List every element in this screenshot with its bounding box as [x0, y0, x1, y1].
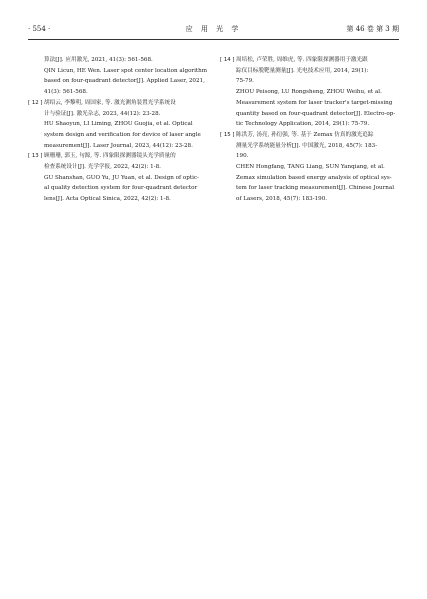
reference-line: Zemax simulation based energy analysis of optical sys-: [236, 174, 392, 181]
reference-line: QIN Licun, HE Wen. Laser spot center location algorithm: [44, 67, 208, 74]
reference-number: [ 15 ]: [220, 131, 235, 138]
reference-item: [222, 130, 396, 205]
reference-line: 陈洪芳, 汤亮, 孙衍强, 等. 基于 Zemax 仿真的激光追踪: [236, 131, 374, 138]
header-rule: [28, 39, 399, 40]
reference-item: [30, 151, 204, 205]
reference-line: tem for laser tracking measurement[J]. Chinese Journal: [236, 185, 395, 192]
reference-line: HU Shaoyun, LI Liming, ZHOU Guojia, et al. Optical: [44, 121, 193, 128]
reference-line: Measurement system for laser tracker's target-missing: [236, 99, 393, 106]
reference-number: [ 13 ]: [28, 153, 43, 160]
reference-line: 算法[J]. 应用激光, 2021, 41(3): 561-568.: [44, 57, 153, 63]
reference-line: system design and verification for device of laser angle: [44, 131, 201, 138]
left-column: [28, 55, 208, 205]
reference-line: 41(3): 561-568.: [44, 89, 88, 96]
reference-line: lens[J]. Acta Optical Sinica, 2022, 42(2): 1-8.: [44, 196, 171, 203]
reference-line: 胡绍云, 李黎明, 周国家, 等. 激光测角装置光学系统设: [44, 99, 176, 106]
reference-line: 75-79.: [236, 78, 254, 85]
right-column: [222, 55, 396, 205]
reference-line: quantity based on four-quadrant detector[J]. Electro-op-: [236, 110, 396, 117]
reference-item: [222, 55, 396, 130]
reference-number: [ 14 ]: [220, 57, 235, 63]
reference-line: 检查系统设计[J]. 光学学报, 2022, 42(2): 1-8.: [44, 164, 161, 171]
reference-number: [ 12 ]: [28, 99, 43, 106]
reference-line: measurement[J]. Laser Journal, 2023, 44(12): 23-28.: [44, 142, 193, 149]
reference-line: CHEN Hongfang, TANG Liang, SUN Yanqiang, et al.: [236, 164, 385, 171]
reference-line: ZHOU Peisong, LU Rongsheng, ZHOU Weihu, et al.: [236, 89, 382, 96]
reference-line: tic Technology Application, 2014, 29(1): 75-79.: [236, 121, 370, 128]
reference-line: 顾珊珊, 郭玉, 句源, 等. 四象限探测器镜头光学质量的: [44, 153, 176, 160]
reference-line: al quality detection system for four-quadrant detector: [44, 185, 198, 192]
reference-line: of Lasers, 2018, 45(7): 183-190.: [236, 196, 328, 203]
reference-line: 踪仪目标脱靶量测量[J]. 光电技术应用, 2014, 29(1):: [236, 67, 369, 74]
reference-line: 计与验证[J]. 激光杂志, 2023, 44(12): 23-28.: [44, 110, 161, 117]
reference-line: GU Shanshan, GUO Yu, JU Yuan, et al. Design of optic-: [44, 174, 199, 181]
reference-item: [30, 98, 204, 152]
reference-line: 190.: [236, 153, 249, 160]
page-header: [28, 22, 399, 36]
page-number: · 554 ·: [28, 25, 51, 33]
journal-title: 应 用 光 学: [185, 25, 242, 33]
volume-issue: 第 46 卷 第 3 期: [346, 25, 399, 33]
reference-line: 周培松, 卢荣胜, 周维虎, 等. 四象限探测器用于激光跟: [236, 57, 368, 63]
reference-continued: [30, 55, 208, 98]
reference-line: based on four-quadrant detector[J]. Applied Laser, 2021,: [44, 78, 205, 85]
reference-line: 测量光学系统能量分析[J]. 中国激光, 2018, 45(7): 183-: [236, 142, 378, 149]
